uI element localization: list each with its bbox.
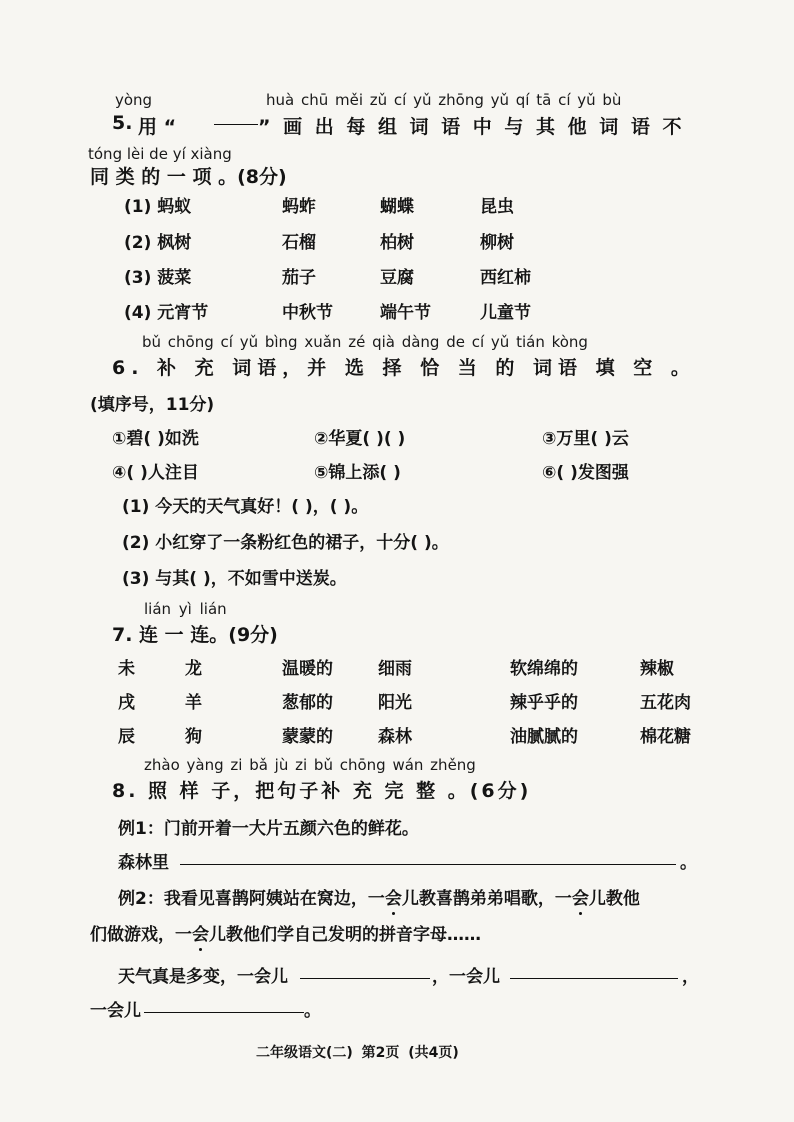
- q5-r2-c4: 柳树: [480, 233, 514, 253]
- q5-r4-c3: 端午节: [380, 303, 431, 323]
- q5-r2-c1: (2) 枫树: [124, 233, 192, 253]
- q8-fill-blank-1[interactable]: [300, 978, 430, 979]
- q6-word-6: ⑥( )发图强: [542, 463, 629, 483]
- q7-c1-r1: 未: [118, 659, 135, 679]
- q8-pinyin: zhào yàng zi bǎ jù zi bǔ chōng wán zhěng: [144, 756, 476, 774]
- q7-c1-r2: 戌: [118, 693, 135, 713]
- q7-c3-r3: 蒙蒙的: [282, 727, 333, 747]
- q5-head-blank: [214, 124, 258, 125]
- q5-number: 5.: [112, 112, 133, 134]
- q6-sentence-1: (1) 今天的天气真好！( )，( )。: [122, 497, 369, 517]
- q7-c3-r1: 温暖的: [282, 659, 333, 679]
- q5-r1-c3: 蝴蝶: [380, 197, 414, 217]
- q6-note: (填序号，11分): [90, 395, 215, 415]
- q5-r1-c1: (1) 蚂蚁: [124, 197, 192, 217]
- q8-ex1-period: 。: [680, 853, 697, 873]
- q5-r4-c4: 儿童节: [480, 303, 531, 323]
- q8-ex1-blank[interactable]: [180, 864, 676, 865]
- q6-word-1: ①碧( )如洗: [112, 429, 199, 449]
- q6-word-4: ④( )人注目: [112, 463, 199, 483]
- q7-c2-r2: 羊: [185, 693, 202, 713]
- q5-head-a: 用 “: [138, 116, 177, 138]
- q5-r1-c4: 昆虫: [480, 197, 514, 217]
- q8-fill-c: 一会儿: [90, 1001, 141, 1021]
- q7-c5-r2: 辣乎乎的: [510, 693, 578, 713]
- q6-sentence-3: (3) 与其( )，不如雪中送炭。: [122, 569, 347, 589]
- q7-c1-r3: 辰: [118, 727, 135, 747]
- q5-pinyin-yong: yòng: [115, 91, 153, 109]
- q5-r3-c3: 豆腐: [380, 268, 414, 288]
- q5-r3-c2: 茄子: [282, 268, 316, 288]
- q8-fill-b: ，一会儿: [432, 967, 500, 987]
- q5-r4-c1: (4) 元宵节: [124, 303, 209, 323]
- q8-ex2-yihuir-2: 一会儿: [554, 889, 606, 909]
- q8-ex2-b: 教喜鹊弟弟唱歌，: [418, 889, 555, 909]
- q8-ex2-line2-b: 教他们学自己发明的拼音字母……: [226, 925, 481, 945]
- q8-ex2-yihuir-3: 一会儿: [175, 925, 226, 945]
- q5-pinyin-line2: tóng lèi de yí xiàng: [88, 145, 232, 163]
- q7-c2-r1: 龙: [185, 659, 202, 679]
- q5-head-line2: 同 类 的 一 项 。(8分): [90, 166, 287, 188]
- q8-example-1: 例1：门前开着一大片五颜六色的鲜花。: [118, 819, 419, 839]
- q5-r2-c2: 石榴: [282, 233, 316, 253]
- q6-head: 6. 补 充 词语，并 选 择 恰 当 的 词语 填 空 。: [112, 357, 696, 379]
- q5-pinyin-rest: huà chū měi zǔ cí yǔ zhōng yǔ qí tā cí yǔ bù: [266, 91, 622, 109]
- q5-head-b: ” 画 出 每 组 词 语 中 与 其 他 词 语 不: [258, 116, 685, 138]
- q8-fill-blank-3[interactable]: [144, 1012, 304, 1013]
- q6-word-3: ③万里( )云: [542, 429, 629, 449]
- q7-c3-r2: 葱郁的: [282, 693, 333, 713]
- q5-r3-c1: (3) 菠菜: [124, 268, 192, 288]
- q7-c6-r3: 棉花糖: [640, 727, 691, 747]
- q6-sentence-2: (2) 小红穿了一条粉红色的裙子，十分( )。: [122, 533, 449, 553]
- q8-fill-blank-2[interactable]: [510, 978, 678, 979]
- page-footer: 二年级语文(二) 第2页 (共4页): [256, 1045, 459, 1061]
- q7-head: 7. 连 一 连。(9分): [112, 624, 278, 646]
- q7-c4-r3: 森林: [378, 727, 412, 747]
- q8-fill-a: 天气真是多变，一会儿: [118, 967, 288, 987]
- q8-ex2-line2-a: 们做游戏，: [90, 925, 175, 945]
- q8-example-2-line1: [118, 884, 640, 909]
- q7-c6-r1: 辣椒: [640, 659, 674, 679]
- q7-c5-r3: 油腻腻的: [510, 727, 578, 747]
- q8-example-2-line2: [90, 920, 481, 945]
- q7-pinyin: lián yì lián: [144, 600, 227, 618]
- q6-pinyin: bǔ chōng cí yǔ bìng xuǎn zé qià dàng de cí yǔ tián kòng: [142, 333, 588, 351]
- q5-r3-c4: 西红柿: [480, 268, 531, 288]
- q8-fill-comma: ，: [682, 967, 699, 987]
- q8-ex2-a: 例2：我看见喜鹊阿姨站在窝边，: [118, 889, 368, 909]
- q7-c4-r2: 阳光: [378, 693, 412, 713]
- q8-ex1-prefix: 森林里: [118, 853, 169, 873]
- q8-head: 8. 照 样 子，把句子补 充 完 整 。(6分): [112, 780, 532, 802]
- q6-word-2: ②华夏( )( ): [314, 429, 406, 449]
- q7-c6-r2: 五花肉: [640, 693, 691, 713]
- q8-fill-period: 。: [304, 1001, 321, 1021]
- q6-word-5: ⑤锦上添( ): [314, 463, 401, 483]
- q7-c2-r3: 狗: [185, 727, 202, 747]
- q8-ex2-c: 教他: [605, 889, 640, 909]
- q5-r2-c3: 柏树: [380, 233, 414, 253]
- q7-c5-r1: 软绵绵的: [510, 659, 578, 679]
- q8-ex2-yihuir-1: 一会儿: [367, 889, 419, 909]
- q5-r4-c2: 中秋节: [282, 303, 333, 323]
- q7-c4-r1: 细雨: [378, 659, 412, 679]
- q5-r1-c2: 蚂蚱: [282, 197, 316, 217]
